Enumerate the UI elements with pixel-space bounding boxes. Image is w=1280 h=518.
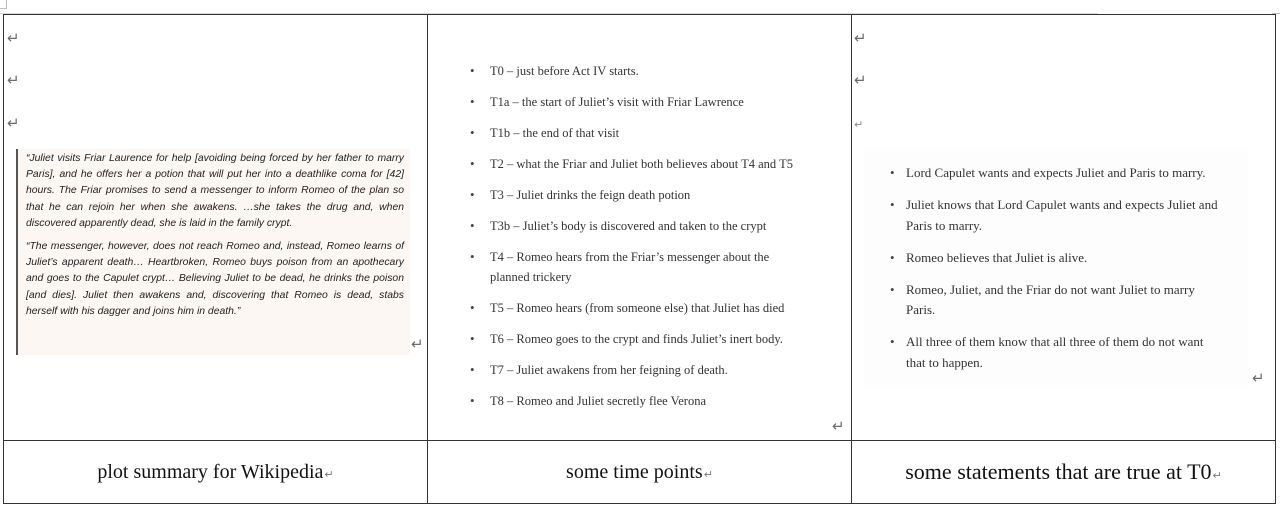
cell-time-points[interactable] xyxy=(428,15,852,441)
time-point-item: • T4 – Romeo hears from the Friar’s messenger about the planned trickery xyxy=(470,247,810,287)
paragraph-mark: ↵ xyxy=(703,467,713,481)
quote-paragraph: “Juliet visits Friar Laurence for help [avoiding being forced by her father to marry Paris], and he offers her a potion that will put her into a deathlike coma for [42] hours. The Friar promises to send a messenger to inform Romeo of the plan so that he can rejoin her when she awakens. …she takes the drug and, when discovered apparently dead, she is laid in the family crypt. xyxy=(26,153,404,229)
statement-item: • Romeo, Juliet, and the Friar do not want Juliet to marry Paris. xyxy=(890,280,1220,321)
statement-item: • Juliet knows that Lord Capulet wants and expects Juliet and Paris to marry. xyxy=(890,195,1220,236)
caption-statements: some statements that are true at T0 xyxy=(905,459,1212,484)
paragraph-mark: ↵ xyxy=(1212,469,1222,482)
paragraph-mark: ↵ xyxy=(854,29,867,47)
time-point-item: • T5 – Romeo hears (from someone else) that Juliet has died xyxy=(470,298,810,318)
time-point-item: • T3b – Juliet’s body is discovered and taken to the crypt xyxy=(470,216,810,236)
document-table xyxy=(3,14,1276,504)
statement-item: • Romeo believes that Juliet is alive. xyxy=(890,248,1220,269)
wikipedia-quote-image xyxy=(16,149,410,355)
time-point-item: • T0 – just before Act IV starts. xyxy=(470,61,810,81)
caption-cell-right[interactable] xyxy=(852,441,1276,504)
caption-row xyxy=(4,441,1276,504)
caption-cell-middle[interactable] xyxy=(428,441,852,504)
paragraph-mark: ↵ xyxy=(7,71,20,89)
cell-plot-summary[interactable] xyxy=(4,15,428,441)
time-point-item: • T8 – Romeo and Juliet secretly flee Verona xyxy=(470,391,810,411)
statements-list xyxy=(890,163,1220,385)
paragraph-mark: ↵ xyxy=(324,467,334,481)
paragraph-mark: ↵ xyxy=(7,114,20,132)
page-corner-mark xyxy=(0,0,7,9)
caption-time-points: some time points xyxy=(566,460,703,483)
time-point-item: • T2 – what the Friar and Juliet both believes about T4 and T5 xyxy=(470,154,810,174)
caption-cell-left[interactable] xyxy=(4,441,428,504)
caption-plot-summary: plot summary for Wikipedia xyxy=(97,460,324,483)
cell-statements[interactable] xyxy=(852,15,1276,441)
content-row xyxy=(4,15,1276,441)
statement-item: • All three of them know that all three of them do not want that to happen. xyxy=(890,332,1220,373)
time-point-item: • T3 – Juliet drinks the feign death potion xyxy=(470,185,810,205)
quote-paragraph: “The messenger, however, does not reach Romeo and, instead, Romeo learns of Juliet’s apparent death… Heartbroken, Romeo buys poison from an apothecary and goes to the Capulet crypt… Believing Juliet to be dead, he drinks the poison [and dies]. Juliet then awakens and, discovering that Romeo is dead, stabs herself with his dagger and joins him in death.” xyxy=(26,241,404,317)
time-point-item: • T7 – Juliet awakens from her feigning of death. xyxy=(470,360,810,380)
paragraph-mark: ↵ xyxy=(854,71,867,89)
time-points-list xyxy=(470,61,810,422)
statement-item: • Lord Capulet wants and expects Juliet and Paris to marry. xyxy=(890,163,1220,184)
paragraph-mark: ↵ xyxy=(854,118,864,131)
time-point-item: • T1a – the start of Juliet’s visit with Friar Lawrence xyxy=(470,92,810,112)
statements-image xyxy=(864,149,1248,389)
paragraph-mark: ↵ xyxy=(832,417,845,435)
time-point-item: • T6 – Romeo goes to the crypt and finds Juliet’s inert body. xyxy=(470,329,810,349)
paragraph-mark: ↵ xyxy=(7,29,20,47)
time-point-item: • T1b – the end of that visit xyxy=(470,123,810,143)
paragraph-mark: ↵ xyxy=(411,335,424,353)
paragraph-mark: ↵ xyxy=(1252,369,1265,387)
